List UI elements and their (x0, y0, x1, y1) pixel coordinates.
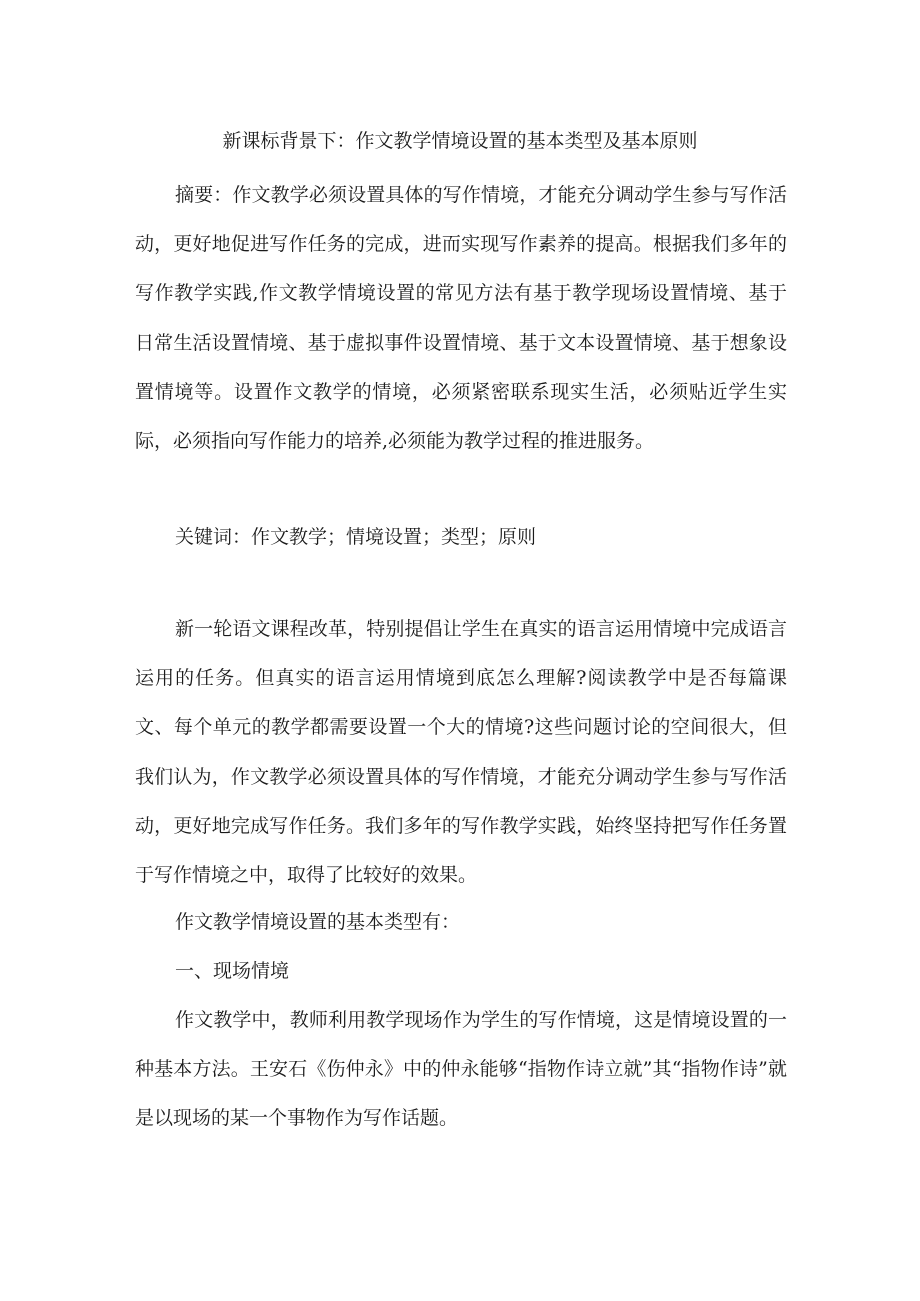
keywords-text: 作文教学；情境设置；类型；原则 (251, 526, 537, 548)
body-paragraph-1: 新一轮语文课程改革，特别提倡让学生在真实的语言运用情境中完成语言运用的任务。但真实的语言运用情境到底怎么理解?阅读教学中是否每篇课文、每个单元的教学都需要设置一个大的情境?这些问题讨论的空间很大，但我们认为，作文教学必须设置具体的写作情境，才能充分调动学生参与写作活动，更好地完成写作任务。我们多年的写作教学实践，始终坚持把写作任务置于写作情境之中，取得了比较好的效果。 (135, 618, 787, 887)
section-1-paragraph: 作文教学中，教师利用教学现场作为学生的写作情境，这是情境设置的一种基本方法。王安石《伤仲永》中的仲永能够“指物作诗立就”其“指物作诗”就是以现场的某一个事物作为写作话题。 (135, 1009, 787, 1130)
keywords-label: 关键词： (175, 526, 252, 548)
abstract-lead: 作 (232, 184, 252, 206)
section-heading-1: 一、现场情境 (175, 960, 290, 982)
body-paragraph-2: 作文教学情境设置的基本类型有： (175, 911, 461, 933)
abstract-text: 文教学必须设置具体的写作情境，才能充分调动学生参与写作活动，更好地促进写作任务的完成，进而实现写作素养的提高。根据我们多年的写作教学实践,作文教学情境设置的常见方法有基于教学现场设置情境、基于日常生活设置情境、基于虚拟事件设置情境、基于文本设置情境、基于想象设置情境等。设置作文教学的情境，必须紧密联系现实生活，必须贴近学生实际，必须指向写作能力的培养,必须能为教学过程的推进服务。 (135, 184, 787, 453)
keywords-paragraph (135, 513, 787, 562)
abstract-paragraph (135, 171, 787, 466)
abstract-label: 摘要： (175, 184, 233, 206)
document-title: 新课标背景下：作文教学情境设置的基本类型及基本原则 (222, 130, 698, 152)
